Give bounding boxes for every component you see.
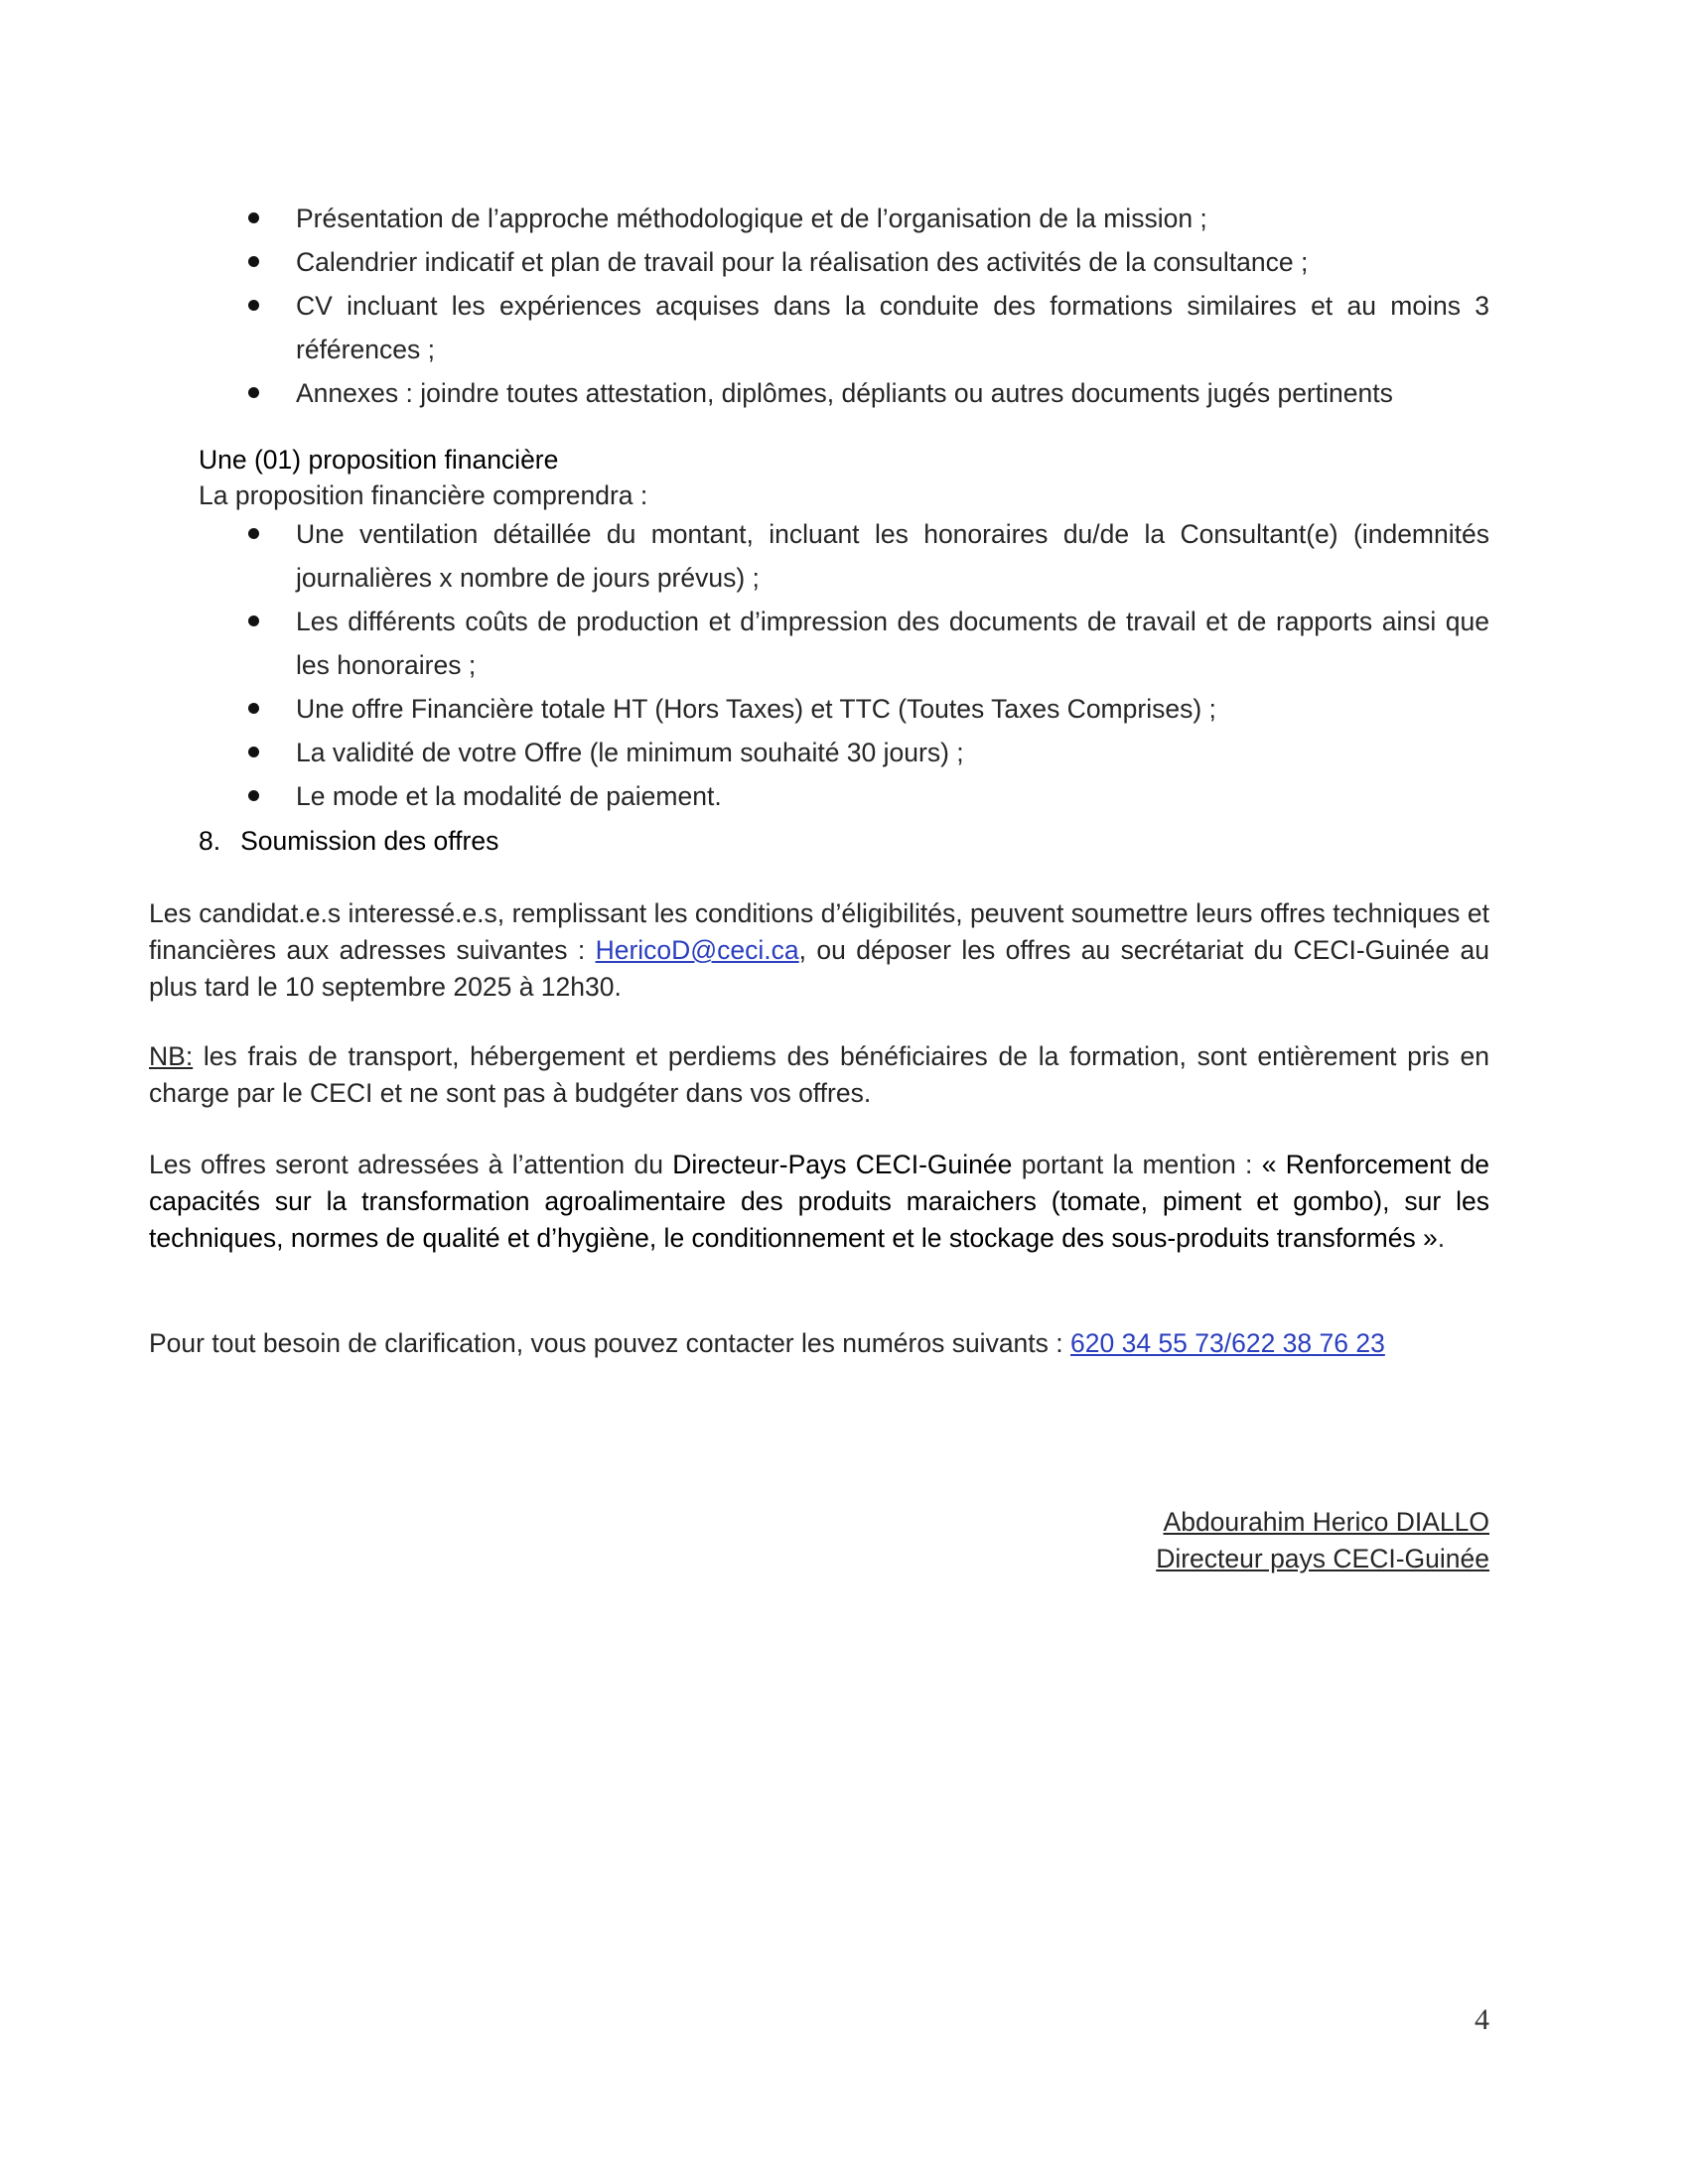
list-item: CV incluant les expériences acquises dans la conduite des formations similaires et au moins 3 références ; (248, 284, 1489, 371)
contact-paragraph (149, 1325, 1489, 1362)
signature-title: Directeur pays CECI-Guinée (1156, 1544, 1489, 1573)
attention-before: Les offres seront adressées à l’attention du (149, 1150, 673, 1179)
list-item: Calendrier indicatif et plan de travail pour la réalisation des activités de la consultance ; (248, 240, 1489, 284)
list-item: Le mode et la modalité de paiement. (248, 774, 1489, 818)
signature-name: Abdourahim Herico DIALLO (1163, 1507, 1489, 1537)
financial-intro: La proposition financière comprendra : (199, 480, 648, 510)
phone-link[interactable]: 620 34 55 73/622 38 76 23 (1070, 1328, 1385, 1358)
nb-text: les frais de transport, hébergement et perdiems des bénéficiaires de la formation, sont entièrement pris en charge par le CECI et ne sont pas à budgéter dans vos offres. (149, 1041, 1489, 1108)
submission-paragraph (149, 895, 1489, 1006)
submission-text-before: Les candidat.e.s interessé.e.s, remplissant les conditions d’éligibilités, peuvent soumettre leurs offres techniques et financières aux adresses suivantes : (149, 898, 1489, 965)
contact-text: Pour tout besoin de clarification, vous pouvez contacter les numéros suivants : (149, 1328, 1070, 1358)
list-item: Présentation de l’approche méthodologique et de l’organisation de la mission ; (248, 197, 1489, 240)
financial-heading: Une (01) proposition financière (199, 445, 559, 475)
section-heading (199, 822, 498, 860)
attention-paragraph (149, 1147, 1489, 1257)
recipient: Directeur-Pays CECI-Guinée (672, 1150, 1013, 1179)
section-title: Soumission des offres (240, 826, 499, 856)
section-number: 8. (199, 826, 221, 856)
submission-text-after: , ou déposer les offres au secrétariat du CECI-Guinée au plus tard le 10 septembre 2025 à 12h30. (149, 935, 1489, 1002)
email-link[interactable]: HericoD@ceci.ca (595, 935, 799, 965)
attention-end: . (1437, 1223, 1446, 1253)
nb-paragraph (149, 1038, 1489, 1112)
financial-offer-list (248, 512, 1489, 818)
attention-middle: portant la mention : (1012, 1150, 1262, 1179)
list-item: La validité de votre Offre (le minimum souhaité 30 jours) ; (248, 731, 1489, 774)
list-item: Les différents coûts de production et d’impression des documents de travail et de rapports ainsi que les honoraires ; (248, 600, 1489, 687)
list-item: Annexes : joindre toutes attestation, diplômes, dépliants ou autres documents jugés pertinents (248, 371, 1489, 415)
mention-title: « Renforcement de capacités sur la transformation agroalimentaire des produits maraichers (tomate, piment et gombo), sur les techniques, normes de qualité et d’hygiène, le conditionnement et le stockage des sous-produits transformés » (149, 1150, 1489, 1253)
list-item: Une offre Financière totale HT (Hors Taxes) et TTC (Toutes Taxes Comprises) ; (248, 687, 1489, 731)
page-number: 4 (1475, 2003, 1489, 2036)
technical-offer-list (248, 197, 1489, 415)
list-item: Une ventilation détaillée du montant, incluant les honoraires du/de la Consultant(e) (indemnités journalières x nombre de jours prévus) ; (248, 512, 1489, 600)
nb-label: NB: (149, 1041, 194, 1071)
